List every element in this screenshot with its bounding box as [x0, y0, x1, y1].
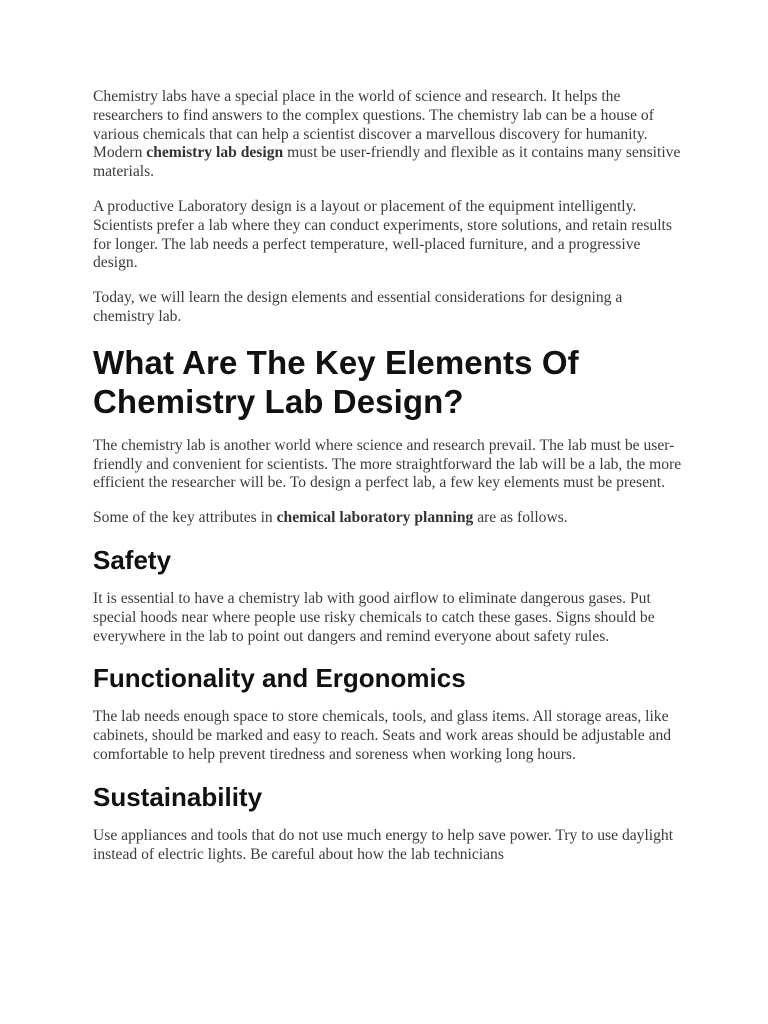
intro-paragraph-1-text-end: must be user-friendly and flexible as it contains many sensitive materials.: [93, 144, 681, 181]
chemical-laboratory-planning-term: chemical laboratory planning: [276, 509, 474, 527]
document-page: [93, 88, 683, 880]
intro-paragraph-1: [93, 88, 683, 182]
section-body-functionality: The lab needs enough space to store chemicals, tools, and glass items. All storage areas, like cabinets, should be marked and easy to reach. Seats and work areas should be adjustable and comfortable to help prevent tiredness and soreness when working long hours.: [93, 708, 672, 763]
main-heading: What Are The Key Elements Of Chemistry Lab Design?: [93, 343, 579, 420]
key-elements-paragraph-2: [93, 509, 683, 528]
section-heading-safety: Safety: [93, 544, 172, 575]
key-elements-paragraph-2-text-end: are as follows.: [473, 509, 568, 527]
intro-paragraph-1-text-start: Chemistry labs have a special place in the world of science and research. It helps the researchers to find answers to the complex questions. The chemistry lab can be a house of various chemicals that can help a scientist discover a marvellous discovery for humanity. Modern: [93, 88, 654, 162]
section-body-sustainability: Use appliances and tools that do not use much energy to help save power. Try to use daylight instead of electric lights. Be careful about how the lab technicians: [93, 826, 674, 863]
section-heading-functionality: Functionality and Ergonomics: [93, 663, 466, 694]
section-body-safety: It is essential to have a chemistry lab with good airflow to eliminate dangerous gases. Put special hoods near where people use risky chemicals to catch these gases. Signs should be everywhere in the lab to point out dangers and remind everyone about safety rules.: [93, 589, 655, 645]
chemistry-lab-design-term: chemistry lab design: [146, 144, 284, 162]
intro-paragraph-3: Today, we will learn the design elements and essential considerations for designing a chemistry lab.: [93, 289, 623, 325]
intro-paragraph-2: A productive Laboratory design is a layout or placement of the equipment intelligently. Scientists prefer a lab where they can conduct experiments, store solutions, and retain results for longer. The lab needs a perfect temperature, well-placed furniture, and a progressive design.: [93, 197, 672, 272]
section-heading-sustainability: Sustainability: [93, 781, 263, 812]
key-elements-paragraph-1: The chemistry lab is another world where science and research prevail. The lab must be user-friendly and convenient for scientists. The more straightforward the lab will be a lab, the more efficient the researcher will be. To design a perfect lab, a few key elements must be present.: [93, 436, 682, 492]
key-elements-paragraph-2-text-start: Some of the key attributes in: [93, 509, 277, 527]
